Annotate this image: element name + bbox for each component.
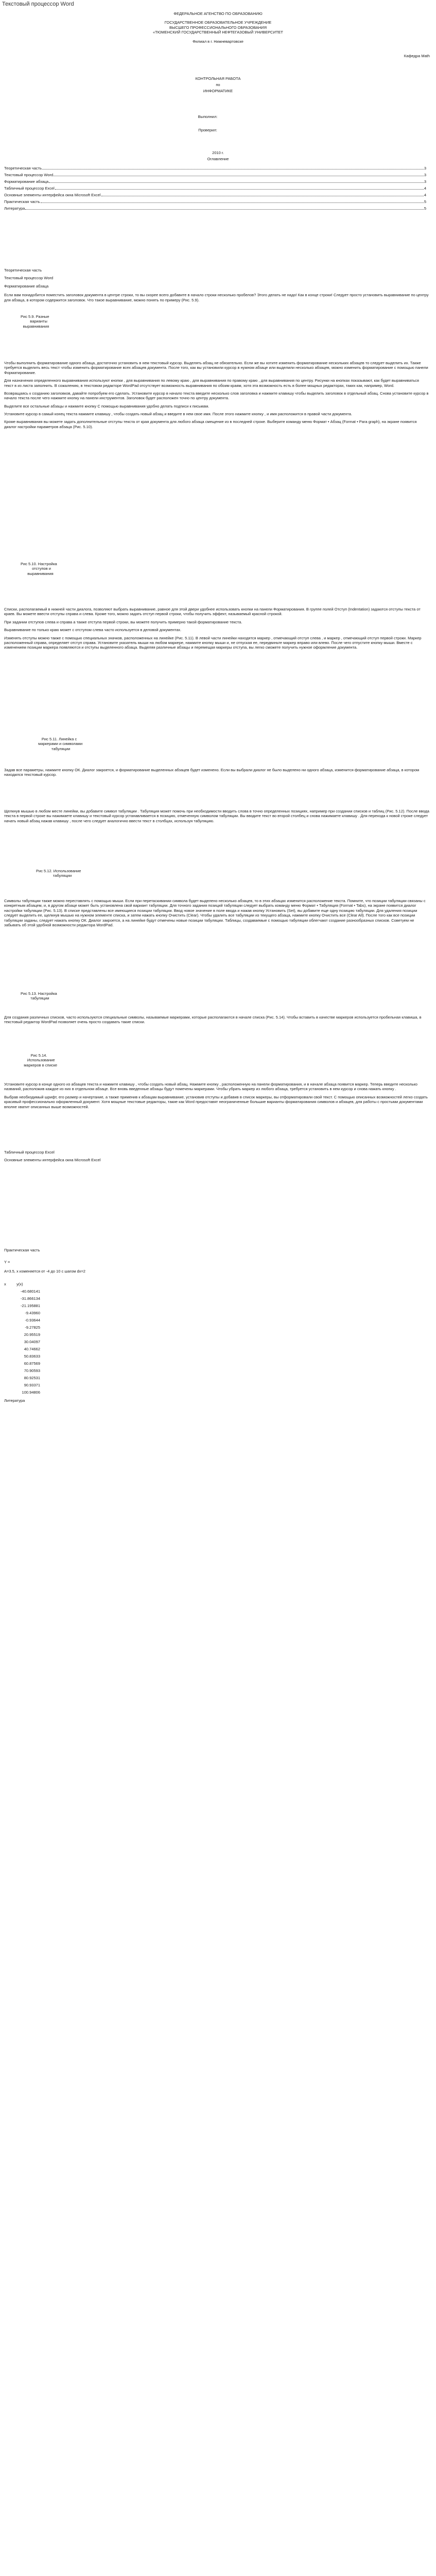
section-heading: Текстовый процессор Word bbox=[4, 276, 54, 281]
paragraph: Изменять отступы можно также с помощью специальных значков, расположенных на линейке (Рис. 5.11). В левой части линейки находятся маркер , отмечающий отступ слева , и маркер , отмечающий отступ первой строки. Маркер расположенный справа, определяет отступ справа. Установите указатель мыши на любом маркере, нажмите кнопку мыши и, не отпуская ее, передвиньте маркер вправо или влево. После чего отпустите кнопку мыши. Вместе с изменением позиции маркера появляются и отступы выделенного абзаца. Выделяя различные абзацы и перемещая маркеры отступа, вы легко сможете получить нужное оформление документа. bbox=[4, 635, 422, 650]
header-line: «ТЮМЕНСКИЙ ГОСУДАРСТВЕННЫЙ НЕФТЕГАЗОВЫЙ УНИВЕРСИТЕТ bbox=[152, 30, 284, 35]
paragraph: Выбрав необходимый шрифт, его размер и начертание, а также применив к абзацам выравнивание, установив отступы и добавив в список маркеры, вы отформатировали свой текст. С помощью описанных возможностей легко создать красивый профессионально оформленный документ. Хотя мощные текстовые редакторы, такие как Word предоставят неограниченные большие варианты форматирования символов и абзацев, для работы с простыми документами вполне хватит описанных выше возможностей. bbox=[4, 1094, 428, 1109]
table-header bbox=[4, 1282, 40, 1289]
table-row bbox=[4, 1383, 40, 1390]
section-heading: Табличный процессор Excel bbox=[4, 1150, 55, 1155]
paragraph: При задании отступов слева и справа а также отступа первой строки, вы можете получить примерно такой форматирование текста. bbox=[4, 619, 242, 624]
paragraph: Для создания различных списков, часто используются специальные символы, называемые маркерами, которые располагаются в начале списка (Рис. 5.14). Чтобы вставить в качестве маркеров используется пробельная клавиша, в текстовый редактор WordPad позволяет очень просто создавать такие списки. bbox=[4, 1015, 422, 1025]
toc-label: Теоретическая часть bbox=[4, 165, 42, 171]
y-value: 70.90593 bbox=[24, 1368, 40, 1373]
paragraph: Если вам понадобится поместить заголовок документа в центре строки, то вы скорее всего добавите в начало строки несколько пробелов? Этого делать не надо! Как в конце строки! Следует просто установить выравнивание по центру для абзаца, в котором содержится заголовок. Что такое выравнивание, можно понять по примеру (Рис. 5.9). bbox=[4, 293, 429, 302]
y-value: 90.93371 bbox=[24, 1383, 40, 1387]
toc-page: 4 bbox=[424, 185, 426, 191]
y-value: 40.74662 bbox=[24, 1347, 40, 1351]
work-type: КОНТРОЛЬНАЯ РАБОТА bbox=[195, 76, 241, 81]
toc-label: Форматирование абзаца bbox=[4, 179, 49, 184]
practice-section bbox=[4, 1248, 429, 1274]
document-title: Текстовый процессор Word bbox=[2, 1, 74, 7]
work-prep: по bbox=[216, 82, 220, 87]
toc-row[interactable] bbox=[4, 164, 426, 171]
toc-page: 4 bbox=[424, 192, 426, 197]
paragraph-group bbox=[4, 1015, 429, 1028]
toc-row[interactable] bbox=[4, 197, 426, 204]
toc-label: Текстовый процессор Word bbox=[4, 172, 54, 177]
table-row bbox=[4, 1376, 40, 1383]
figure-caption: Рис 5.14. Использование маркеров в списке bbox=[24, 1053, 58, 1067]
column-header-x: x bbox=[4, 1282, 6, 1286]
table-row bbox=[4, 1303, 40, 1311]
figure-caption: Рис 5.10. Настройка отступов и выравнивания bbox=[21, 562, 57, 576]
header-line: Филиал в г. Нижневартовске bbox=[193, 39, 243, 44]
task-formula: Y = bbox=[4, 1260, 10, 1265]
paragraph: Выделите все остальные абзацы и нажмите кнопку С помощью выравнивания удобно делать подписи к письмам. bbox=[4, 403, 210, 409]
literature-heading: Литература bbox=[4, 1398, 25, 1403]
paragraph-group bbox=[4, 607, 429, 653]
table-row bbox=[4, 1296, 40, 1303]
section-heading: Практическая часть bbox=[4, 1248, 40, 1252]
table-row bbox=[4, 1289, 40, 1296]
paragraph: Задав все параметры, нажмите кнопку ОК. Диалог закроется, и форматирование выделенных абзацев будет изменено. Если вы выбрали диалог не было выделено ни одного абзаца, изменится форматирование абзаца, в котором находился текстовый курсор. bbox=[4, 768, 420, 777]
paragraph: Установите курсор в самый конец текста нажмите клавишу , чтобы создать новый абзац и введите в нем свое имя. После этого нажмите кнопку , и имя расположится в правой части документа. bbox=[4, 412, 353, 416]
y-value: -21.195881 bbox=[21, 1303, 40, 1308]
table-row bbox=[4, 1354, 40, 1361]
paragraph-group bbox=[4, 361, 429, 432]
y-value: 60.87569 bbox=[24, 1361, 40, 1366]
subject-title: ИНФОРМАТИКЕ bbox=[203, 89, 233, 93]
paragraph: Для назначения определенного выравнивания используют кнопки , для выравнивания по левому краю , для выравнивания по правому краю , для выравнивания по центру. Рисунки на кнопках показывают, как будет выравниваться текст в из листа заполнить. В сожалению, в текстовом редакторе WordPad отсутствует возможность выравнивания по обоим краям, хотя эта возможность есть в более мощных редакторах, таких как, например, Word. bbox=[4, 378, 419, 388]
toc-leader bbox=[55, 189, 424, 190]
toc-leader bbox=[25, 209, 423, 210]
toc-row[interactable] bbox=[4, 171, 426, 177]
section-heading: Теоретическая часть bbox=[4, 268, 42, 273]
toc-page: 3 bbox=[424, 165, 426, 171]
toc-row[interactable] bbox=[4, 191, 426, 197]
paragraph: Выравнивание по только краю может с отступом слева часто используется в деловой документах. bbox=[4, 628, 182, 633]
y-value: -40.680141 bbox=[21, 1289, 40, 1294]
header-line: ВЫСШЕГО ПРОФЕССИОНАЛЬНОГО ОБРАЗОВАНИЯ bbox=[169, 25, 267, 30]
y-value: 20.95519 bbox=[24, 1332, 40, 1337]
table-row bbox=[4, 1361, 40, 1368]
paragraph: Чтобы выполнить форматирование одного абзаца, достаточно установить в нем текстовый курсор. Выделять абзац не обязательно. Если же вы хотите изменить форматирование нескольких абзацев то следует выделить их. Также требуется выделить весь текст чтобы изменить форматирование всех абзацев документа. После того, как вы установили курсор в нужном абзаце или выделили несколько абзацев, можно изменить форматирование с помощью панели Форматирование. bbox=[4, 361, 428, 375]
y-value: 80.92531 bbox=[24, 1376, 40, 1380]
section-heading: Основные элементы интерфейса окна Microsoft Excel bbox=[4, 1158, 101, 1163]
figure-caption: Рис 5.12. Использование табуляции bbox=[36, 869, 81, 878]
organization-header bbox=[0, 11, 436, 44]
header-line: ФЕДЕРАЛЬНОЕ АГЕНСТВО ПО ОБРАЗОВАНИЮ bbox=[173, 11, 263, 16]
paragraph: Щелкнув мышью в любом месте линейки, вы добавите символ табуляции . Табуляция может помочь при необходимости вводить слова в точно определенных позициях, например при создании списков и таблиц (Рис. 5.12). После ввода текста в первой строке вы нажимаете клавишу и текстовый курсор устанавливается в позицию, отмеченную символом табуляции. Вы вводите текст во второй столбец и снова нажимаете клавишу . Для перехода к новой строке следует начать новый абзац нажав клавишу , после чего следует аналогично ввести текст в столбцах, используя табуляцию. bbox=[4, 809, 429, 823]
table-row bbox=[4, 1318, 40, 1325]
toc-label: Практическая часть bbox=[4, 199, 40, 204]
results-table bbox=[4, 1282, 40, 1397]
figure-caption: Рис 5.13. Настройка табуляции bbox=[21, 991, 57, 1001]
table-row bbox=[4, 1332, 40, 1340]
y-value: -31.866134 bbox=[21, 1296, 40, 1301]
toc-row[interactable] bbox=[4, 184, 426, 191]
paragraph: Списки, располагаемый в нижней части диалога, позволяют выбрать выравнивание, равное для этой двери удобнее использовать кнопки на панели Форматирования. В группе полей Отступ (Indentation) задаются отступы текста от краев. Вы можете ввести отступы справа и слева. Кроме того, можно задать отступ первой строки, чтобы получить эффект, называемый красной строкой. bbox=[4, 607, 421, 617]
header-line: ГОСУДАРСТВЕННОЕ ОБРАЗОВАТЕЛЬНОЕ УЧРЕЖДЕНИЕ bbox=[164, 20, 272, 25]
y-value: 30.04097 bbox=[24, 1340, 40, 1344]
paragraph: Кроме выравнивания вы можете задать дополнительные отступы текста от края документа для любого абзаца смещение из в последней строке. Выберите команду меню Формат • Абзац (Format • Para graph), на экране появится диалог настройки параметров абзаца (Рис. 5.10). bbox=[4, 419, 417, 429]
toc-label: Табличный процессор Excel bbox=[4, 185, 55, 191]
paragraph: Установите курсор в конце одного из абзацев текста и нажмите клавишу , чтобы создать новый абзац. Нажмите кнопку , расположенную на панели форматирования, и в начале абзаца появится маркер. Теперь введите несколько названий, расположив каждое из них в отдельном абзаце. Все вновь введенные абзацы будут помечены маркерами. Чтобы убрать маркер из любого абзаца, требуется установить в нем курсор и снова нажать кнопку . bbox=[4, 1082, 417, 1092]
figure-caption: Рис 5.9. Разные варианты выравнивания bbox=[21, 314, 49, 329]
y-value: -9.27825 bbox=[25, 1325, 40, 1330]
excel-section bbox=[4, 1150, 429, 1163]
toc-leader bbox=[42, 169, 424, 170]
y-value: 100.94806 bbox=[22, 1390, 40, 1395]
table-row bbox=[4, 1311, 40, 1318]
paragraph-group bbox=[4, 1082, 429, 1112]
toc-label: Основные элементы интерфейса окна Microsoft Excel bbox=[4, 192, 101, 197]
paragraph-group bbox=[4, 768, 429, 781]
theory-section bbox=[4, 268, 429, 306]
table-row bbox=[4, 1340, 40, 1347]
y-value: 50.83633 bbox=[24, 1354, 40, 1359]
figure-caption: Рис 5.11. Линейка с маркерами и символами табуляции bbox=[38, 737, 83, 751]
toc-page: 5 bbox=[424, 199, 426, 204]
y-value: -9.43960 bbox=[25, 1311, 40, 1315]
toc-page: 3 bbox=[424, 179, 426, 184]
paragraph-group bbox=[4, 899, 429, 930]
department-label: Кафедра Math bbox=[404, 54, 430, 58]
checked-by-label: Проверил: bbox=[198, 128, 217, 132]
contents-title: Оглавление bbox=[207, 157, 229, 161]
toc-page: 5 bbox=[424, 206, 426, 211]
paragraph: Возвращаясь к созданию заголовков, давайте попробуем его сделать. Установите курсор в начало текста введите несколько слов заголовка и нажмите клавишу чтобы выделить заголовок в отдельный абзац. Снова установите курсор в начало текста после чего нажмите кнопку на панели инструментов. Заголовок будет расположен точно по центру документа. bbox=[4, 391, 429, 401]
table-row bbox=[4, 1325, 40, 1332]
table-row bbox=[4, 1368, 40, 1376]
year-label: 2010 г. bbox=[212, 150, 224, 155]
toc-leader bbox=[49, 182, 424, 183]
task-params: A=3.5, x изменяется от -4 до 10 с шагом dx=2 bbox=[4, 1268, 85, 1274]
table-row bbox=[4, 1347, 40, 1354]
done-by-label: Выполнил: bbox=[198, 114, 218, 119]
column-header-y: y(x) bbox=[16, 1282, 23, 1286]
table-of-contents bbox=[4, 164, 426, 211]
values-list bbox=[4, 1289, 40, 1397]
y-value: -0.93644 bbox=[25, 1318, 40, 1323]
toc-row[interactable] bbox=[4, 204, 426, 211]
toc-page: 3 bbox=[424, 172, 426, 177]
toc-row[interactable] bbox=[4, 177, 426, 184]
section-heading: Форматирование абзаца bbox=[4, 283, 49, 289]
toc-leader bbox=[41, 202, 424, 203]
table-row bbox=[4, 1390, 40, 1397]
paragraph: Символы табуляции также можно переставлять с помощью мыши. Если при перетаскивании символа будет выделено несколько абзацев, то в этих абзацах изменится расположение текста. Помните, что позиции табуляции связаны с конкретным абзацем, и, в другом абзаце может быть установлена свой вариант табуляции. Для точного задания позиций табуляции следует выбрать команду меню Формат • Табуляция (Format • Tabs), на экране появится диалог настройки табуляции (Рис. 5.13). В списке представлены все имеющиеся позиции табуляции. Ввод новое значение в поле ввода и нажав кнопку Установить (Set), вы добавите еще одну позицию табуляции. Для удаления позиции следует выделить ее, щелкнув мышью на нужном элементе списка, и затем нажать кнопку Очистить (Clear). Чтобы удалить все табуляции из текущего абзаца, нажмите кнопку Очистить все (Clear All). После того как все позиции табуляции заданы, следует нажать кнопку ОК. Диалог закроется, а на линейке будут отмечены новые позиции табуляции. Таблицы, создаваемые с помощью табуляции облегчают создание разнообразных списков. Советуем не забывать об этой удобной возможности редактора WordPad. bbox=[4, 899, 426, 927]
toc-label: Литература bbox=[4, 206, 25, 211]
paragraph-group bbox=[4, 809, 429, 826]
